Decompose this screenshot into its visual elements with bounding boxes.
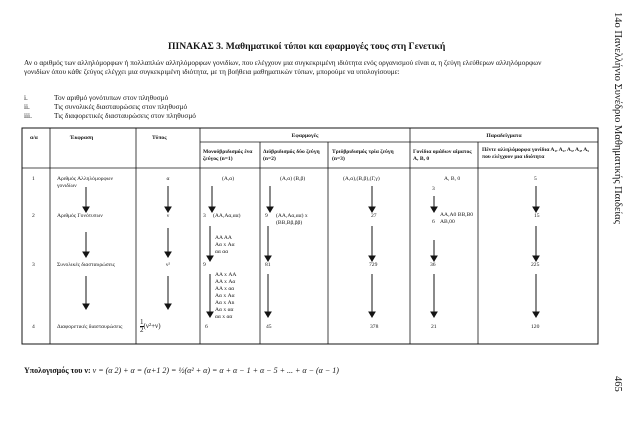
- row-app2-detail: (ΑΑ,Αα,αα) x (ΒΒ,Ββ,ββ): [276, 213, 308, 226]
- row-app3: 729: [369, 262, 378, 268]
- row-ex2: 15: [534, 213, 540, 219]
- objective-text: Τις διαφορετικές διασταυρώσεις στον πληθυσμό: [54, 111, 196, 120]
- row-ex1: 21: [431, 324, 437, 330]
- row-expression: Συνολικές διασταυρώσεις: [57, 262, 115, 268]
- row-expression: Αριθμός Αλληλόμορφων γονιδίων: [57, 176, 113, 189]
- cross-item: αα x αα: [215, 314, 233, 320]
- row-ex2: 120: [531, 324, 540, 330]
- cross-item: αα αα: [215, 249, 229, 255]
- fraction-denominator: 2: [140, 326, 144, 334]
- row-number: 2: [32, 213, 35, 219]
- objective-text: Τον αριθμό γονότυπων στον πληθυσμό: [54, 93, 169, 102]
- row-ex1-count: 3: [432, 186, 435, 192]
- col-header-app2: Διϋβριδισμός δύο ζεύγη (n=2): [263, 149, 320, 162]
- col-header-app3: Τριϋβριδισμός τρία ζεύγη (n=3): [332, 149, 394, 162]
- cross-item: ΑΑ x αα: [215, 286, 235, 292]
- row-type: ν: [166, 213, 170, 219]
- row-type: α: [166, 176, 170, 182]
- row-number: 4: [32, 324, 35, 330]
- row-app2: 45: [266, 324, 272, 330]
- row-app2: 9: [265, 213, 268, 219]
- col-header-applications: Εφαρμογές: [291, 133, 319, 139]
- row-expression: Αριθμός Γονότυπων: [57, 213, 103, 219]
- row-ex1-detail: ΑΑ,Α0 ΒΒ,Β0 ΑΒ,00: [440, 212, 474, 225]
- row-app1: 9: [203, 262, 206, 268]
- objective-number: i.: [24, 93, 28, 102]
- cross-item: Αα x αα: [215, 307, 234, 313]
- row-app3: 27: [371, 213, 377, 219]
- row-app1-detail: (ΑΑ,Αα,αα): [213, 213, 241, 219]
- intro-paragraph: Αν ο αριθμός των αλληλόμορφων ή πολλαπλών αλληλόμορφων γονιδίων, που ελέγχουν μια συγκεκριμένη ιδιότητα ενός οργανισμού είναι α, η ζεύγη ελεύθερων αλληλόμορφων γονιδίων όπου κάθε ζεύγος ελέγχει μια συγκεκριμένη ιδιότητα, με τη βοήθεια μαθηματικών τύπων, μπορούμε να υπολογίσουμε:: [24, 58, 542, 77]
- objective-text: Τις συνολικές διασταυρώσεις στον πληθυσμό: [54, 102, 188, 111]
- cross-item: ΑΑ x ΑΑ: [215, 272, 237, 278]
- col-header-app1: Μονοϋβριδισμός ένα ζεύγος (n=1): [203, 149, 253, 162]
- page-number: 465: [612, 376, 623, 392]
- row-app2: 81: [265, 262, 271, 268]
- row-ex2: 5: [534, 176, 537, 182]
- cross-item: Αα x Αα: [215, 242, 235, 248]
- col-header-type: Τύπος: [152, 135, 167, 141]
- conference-title: 14ο Πανελλήνιο Συνέδριο Μαθηματικής Παιδείας: [612, 12, 623, 224]
- cross-item: Αα x Αα: [215, 293, 235, 299]
- row-ex1: 6: [432, 219, 435, 225]
- col-header-ex1: Γονίδια ομάδων αίματος Α, Β, 0: [413, 149, 472, 162]
- formula-body: ν = (α 2) + α = (α+1 2) = ½(α² + α) = α + α − 1 + α − 5 + ... + α − (α − 1): [92, 366, 339, 375]
- row-type-formula: [140, 319, 161, 334]
- col-header-ex2: Πέντε αλληλόμορφα γονίδια Α₁, Α₂, Α₃, Α₄, Α₅ που ελέγχουν μια ιδιότητα: [482, 147, 589, 160]
- row-app1: (Α,α): [222, 176, 235, 182]
- objective-number: iii.: [24, 111, 32, 120]
- row-ex2: 225: [531, 262, 540, 268]
- row-expression: Διαφορετικές διασταυρώσεις: [57, 324, 123, 330]
- row-app1: 3: [203, 213, 206, 219]
- row-number: 3: [32, 262, 35, 268]
- row-type: ν²: [165, 262, 171, 268]
- row-ex1: 36: [430, 262, 436, 268]
- row-app3: (Α,α),(Β,β),(Γ,γ): [343, 176, 380, 182]
- row-number: 1: [32, 176, 35, 182]
- formula-line: [24, 366, 339, 375]
- row-app1: 6: [205, 324, 208, 330]
- cross-item: ΑΑ ΑΑ: [215, 235, 232, 241]
- fraction-numerator: 1: [140, 318, 144, 326]
- col-header-expression: Έκφραση: [70, 135, 94, 141]
- cross-item: ΑΑ x Αα: [215, 279, 236, 285]
- row-ex1: Α, Β, 0: [444, 176, 461, 182]
- objective-number: ii.: [24, 102, 30, 111]
- table-title: ΠΙΝΑΚΑΣ 3. Μαθηματικοί τύποι και εφαρμογές τους στη Γενετική: [168, 41, 446, 52]
- col-header-examples: Παραδείγματα: [486, 133, 522, 139]
- row-app2: (Α,α) (Β,β): [280, 176, 306, 182]
- formula-rest: (ν²+ν): [143, 322, 161, 330]
- formula-label: Υπολογισμός του ν:: [24, 366, 91, 375]
- cross-item: Αα x Αn: [215, 300, 235, 306]
- col-header-aa: α/α: [30, 135, 38, 141]
- row-app3: 378: [370, 324, 379, 330]
